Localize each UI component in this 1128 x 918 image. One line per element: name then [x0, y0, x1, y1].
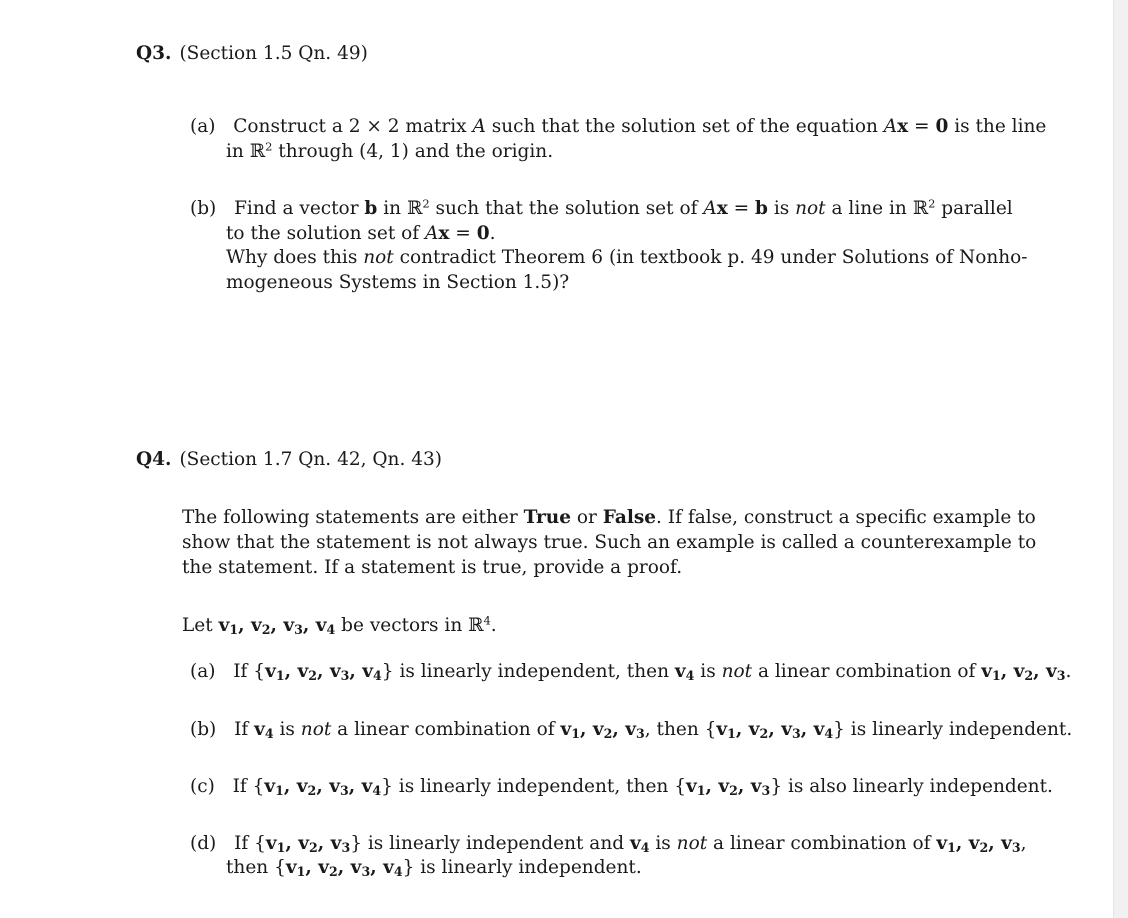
q4-intro-line2: show that the statement is not always true. Such an example is called a counterexample to: [182, 532, 1037, 553]
q3b-text: to the solution set of: [226, 223, 426, 244]
q4d-text: ,: [1020, 833, 1027, 854]
q4-exponent: 4: [483, 613, 491, 628]
q4-intro-text: The following statements are either: [182, 507, 524, 528]
q3b-exponent: 2: [928, 196, 936, 211]
q3b-text: a line in: [825, 198, 913, 219]
q4-reference: (Section 1.7 Qn. 42, Qn. 43): [179, 449, 442, 470]
q3b-label: (b): [190, 198, 217, 219]
q3a-var-a: A: [883, 116, 898, 137]
q3b-text: parallel: [935, 198, 1013, 219]
q3b-zero: 0: [476, 223, 490, 244]
vector-list: $v_1$, $v_2$, $v_3$: [936, 833, 1021, 856]
q4b-emph-not: not: [300, 719, 332, 740]
q4d-text: then {: [226, 857, 286, 878]
vector-list: $v_1$, $v_2$, $v_3$, $v_4$: [218, 615, 336, 638]
q3-heading: [136, 45, 368, 64]
vector-v4: $v_4$: [674, 661, 695, 684]
q4c-text: If {: [232, 776, 265, 797]
q3b-text: Find a vector: [234, 198, 365, 219]
q3-number: Q3.: [136, 43, 172, 64]
q3b-text: contradict Theorem 6 (in textbook p. 49 under Solutions of Nonho-: [393, 247, 1028, 268]
q3b-exponent: 2: [422, 196, 430, 211]
q4c-item: [190, 778, 1053, 797]
vector-set: $v_1$, $v_2$, $v_3$, $v_4$: [265, 661, 382, 684]
q3a-text: such that the solution set of the equation: [485, 116, 884, 137]
q3a-text: is the line: [948, 116, 1047, 137]
q4c-text: } is linearly independent, then {: [381, 776, 686, 797]
vector-list: $v_1$, $v_2$, $v_3$: [560, 719, 645, 742]
q3a-var-a: A: [472, 116, 486, 137]
q4-false: False: [602, 507, 657, 528]
q4-let-text: be vectors in: [335, 615, 469, 636]
q4a-emph-not: not: [721, 661, 753, 682]
q4d-text: } is linearly independent.: [402, 857, 642, 878]
q4a-text: } is linearly independent, then: [381, 661, 675, 682]
q4c-label: (c): [190, 776, 215, 797]
q3b-text: =: [727, 198, 755, 219]
q3b-line3: [226, 249, 1028, 268]
q4b-text: } is linearly independent.: [833, 719, 1073, 740]
q4d-item-line1: (d) If {$v_1$, $v_2$, $v_3$} is linearly independent and $v_4$ is not a linear combination of $v_1$, $v_2$, $v_3$,: [190, 833, 1027, 856]
q3b-text: such that the solution set of: [429, 198, 704, 219]
q4-intro-line3: the statement. If a statement is true, provide a proof.: [182, 557, 683, 578]
q3a-real-set: ℝ: [249, 141, 266, 162]
q3b-var-a: A: [425, 223, 439, 244]
vector-v4: $v_4$: [629, 833, 650, 856]
q4-heading: [136, 451, 442, 470]
q4-intro-text: . If false, construct a specific example to: [656, 507, 1036, 528]
q4a-text: .: [1065, 661, 1072, 682]
q3b-emph-not: not: [363, 247, 394, 268]
q4-real-set: ℝ: [468, 615, 484, 636]
q4-let-line: [182, 613, 497, 638]
q4a-text: If {: [233, 661, 266, 682]
q3a-var-x: x: [897, 116, 909, 137]
q3b-vec-b: b: [755, 198, 768, 219]
q4-intro-line1: [182, 509, 1036, 528]
q3b-var-x: x: [438, 223, 450, 244]
q4a-item: (a) If {$v_1$, $v_2$, $v_3$, $v_4$} is linearly independent, then $v_4$ is not a linear combination of $v_1$, $v_2$, $v_3$.: [190, 661, 1072, 684]
q4d-label: (d): [190, 833, 217, 854]
q3a-text: =: [908, 116, 936, 137]
q4-intro-text: or: [570, 507, 603, 528]
q4-number: Q4.: [136, 449, 172, 470]
q4b-item: (b) If $v_4$ is not a linear combination of $v_1$, $v_2$, $v_3$, then {$v_1$, $v_2$, $v_3$, $v_4$} is linearly independent.: [190, 719, 1073, 742]
q4d-emph-not: not: [676, 833, 708, 854]
q4-true: True: [523, 507, 571, 528]
q3b-text: =: [449, 223, 477, 244]
q4b-text: , then {: [644, 719, 717, 740]
q4d-text: a linear combination of: [707, 833, 937, 854]
q4-let-text: .: [490, 615, 497, 636]
q3a-line2: [226, 139, 554, 162]
q3a-text: in: [226, 141, 250, 162]
q4d-text: } is linearly independent and: [350, 833, 630, 854]
q3a-line1: [190, 118, 1046, 137]
q3b-var-a: A: [703, 198, 717, 219]
vector-set: $v_1$, $v_2$, $v_3$, $v_4$: [285, 857, 403, 880]
q3a-exponent: 2: [265, 139, 273, 154]
scrollbar[interactable]: [1113, 0, 1128, 918]
q3b-line2: [226, 225, 495, 244]
q4d-item-line2: [226, 859, 642, 878]
vector-set: $v_1$, $v_2$, $v_3$: [685, 776, 771, 799]
vector-set: $v_1$, $v_2$, $v_3$: [265, 833, 351, 856]
vector-v4: $v_4$: [254, 719, 274, 742]
q3b-text: Why does this: [226, 247, 364, 268]
vector-list: $v_1$, $v_2$, $v_3$: [981, 661, 1066, 684]
q4b-text: If: [234, 719, 255, 740]
q3b-text: in: [377, 198, 407, 219]
q3-reference: (Section 1.5 Qn. 49): [179, 43, 368, 64]
vector-set: $v_1$, $v_2$, $v_3$, $v_4$: [264, 776, 382, 799]
q4c-text: } is also linearly independent.: [770, 776, 1053, 797]
q4a-label: (a): [190, 661, 216, 682]
q3b-line1: [190, 196, 1013, 219]
q3a-text: through (4, 1) and the origin.: [272, 141, 554, 162]
q3b-real-set: ℝ: [406, 198, 423, 219]
q3a-text: Construct a 2 × 2 matrix: [233, 116, 473, 137]
q3b-text: is: [767, 198, 796, 219]
q3b-text: .: [489, 223, 496, 244]
q3b-line4: mogeneous Systems in Section 1.5)?: [226, 272, 570, 293]
q3a-zero: 0: [935, 116, 949, 137]
q3b-var-x: x: [716, 198, 728, 219]
q3b-real-set: ℝ: [912, 198, 929, 219]
q4b-text: a linear combination of: [331, 719, 561, 740]
q4a-text: a linear combination of: [752, 661, 982, 682]
q3a-label: (a): [190, 116, 216, 137]
q3b-vec-b: b: [364, 198, 378, 219]
q4b-label: (b): [190, 719, 217, 740]
q4d-text: If {: [234, 833, 266, 854]
q3b-emph-not: not: [795, 198, 826, 219]
q4-let-text: Let: [182, 615, 219, 636]
vector-set: $v_1$, $v_2$, $v_3$, $v_4$: [716, 719, 834, 742]
